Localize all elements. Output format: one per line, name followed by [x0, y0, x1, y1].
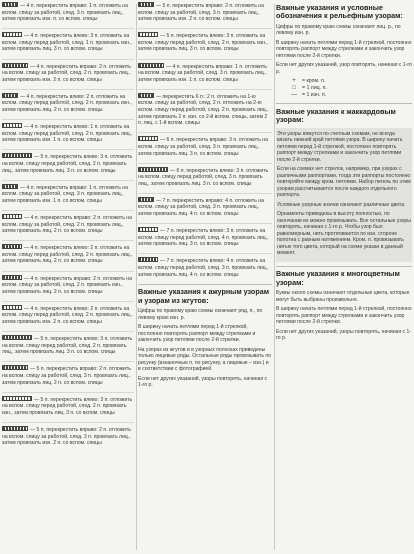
- cable-symbol-icon: [138, 93, 154, 98]
- legend-label: = 1 изн. п.: [302, 92, 327, 99]
- cable-symbol-icon: [2, 2, 18, 7]
- cable-symbol-entry: [138, 59, 272, 84]
- cable-symbol-description: — 5 п. перекрестить вправо: 2 п. отложить на вспом. спицу за работой, след. 3 п. провязать лиц., затем провязать изн. 2 п. со вспом. спицы: [138, 3, 264, 23]
- cable-symbol-description: — 4 п. перекрестить влево: 2 п. отложить на вспом. спицу перед работой, след. 2 п. провязать изн., затем провязать лиц. 2 п. со вспом. спицы: [2, 93, 132, 114]
- cable-symbol-icon: [138, 167, 168, 172]
- jacquard-instructions-box: [276, 128, 412, 262]
- cable-symbol-description: — 4 п. перекрестить влево: 2 п. отложить на вспом. спицу перед работой, след. 2 п. провязать лиц., затем провязать лиц. 2 п. со вспом. спицы: [2, 245, 133, 265]
- cable-symbol-icon: [2, 305, 22, 310]
- cable-symbol-icon: [138, 197, 154, 202]
- cable-symbol-entry: [2, 89, 134, 114]
- cable-symbol-icon: [2, 244, 22, 249]
- section-divider: [276, 103, 412, 104]
- cable-symbols-column-1: [2, 0, 134, 554]
- cable-symbol-icon: [2, 426, 28, 431]
- cable-symbol-icon: [2, 123, 22, 128]
- cable-symbol-description: — 5 п. перекрестить влево: 3 п. отложить на вспом. спицу перед работой, след. 2 п. провязать лиц., затем провязать лиц. 3 п. со вспом. спицы: [2, 154, 133, 174]
- cable-symbol-description: — 4 п. перекрестить вправо: 1 п. отложить на вспом. спицу за работой, след. 3 п. провязать лиц., затем провязать изн. п. со вспом. спицы: [2, 3, 128, 23]
- legend-label: = 1 лиц. п.: [302, 85, 327, 92]
- cable-symbol-icon: [2, 214, 22, 219]
- jacquard-paragraph: Орнаменты приведены в высоту полностью, по окончании их можно провязывать. Все остальные узоры повторять, начиная с 1-го р. Чтобы узор был равномерным, нить протягивается по изн. стороне полотна с равным натяжением. Кром. п. провязывать нитью того цвета, который на схеме указан в данный момент.: [277, 211, 411, 257]
- square-icon: □: [292, 85, 296, 92]
- cable-symbol-description: — 4 п. перекрестить вправо: 1 п. отложить на вспом. спицу за работой, след. 3 п. провязать лиц., затем провязать изн. 1 п. со вспом. спицы: [138, 63, 267, 83]
- cable-symbol-entry: [2, 301, 134, 326]
- cable-symbol-entry: [138, 253, 272, 278]
- cable-symbol-description: — 4 п. перекрестить влево: 3 п. отложить на вспом. спицу перед работой, след. 1 п. провязать изн., затем провязать лиц. 3 п. со вспом. спицы: [2, 33, 132, 53]
- multicolor-paragraph: В ширину начать петлями перед 1-й стрелкой, постоянно повторять раппорт между стрелками и закончить узор петлями после 2-й стрелки.: [276, 306, 412, 326]
- cable-symbol-description: — 6 п. перекрестить вправо: 3 п. отложить на вспом. спицу за работой, след. 3 п. провязать лиц., затем провязать лиц. 3 п. со вспом. спицы: [138, 137, 268, 157]
- cable-symbol-entry: [2, 331, 134, 356]
- cable-symbol-description: — 4 п. перекрестить влево: 2 п. отложить на вспом. спицу перед работой, след. 2 п. провязать лиц., затем провязать изн. 2 п. со вспом. спицы: [2, 305, 133, 325]
- lace-instructions-paragraph: В ширину начать петлями перед 1-й стрелкой, постоянно повторять раппорт между стрелками и закончить узор петлями после 2-й стрелки.: [138, 324, 256, 344]
- cable-symbol-icon: [138, 32, 158, 37]
- cable-symbol-icon: [138, 227, 158, 232]
- cable-symbol-description: — 7 п. перекрестить влево: 3 п. отложить на вспом. спицу перед работой, след. 4 п. провязать лиц., затем провязать лиц. 3 п. со вспом. спицы: [138, 228, 269, 248]
- cable-symbol-description: — 5 п. перекрестить влево: 3 п. отложить на вспом. спицу перед работой, след. 2 п. провязать изн., затем провязать лиц. 3 п. со вспом. спицы: [138, 33, 268, 53]
- cable-symbol-description: — 4 п. перекрестить вправо: 2 п. отложить на вспом. спицу за работой, след. 2 п. провязать лиц., затем провязать изн. 2 п. со вспом. спицы: [2, 63, 131, 83]
- cable-symbol-icon: [138, 2, 154, 7]
- section-divider: [138, 284, 272, 285]
- relief-instructions-paragraph: Если нет других указаний, узор повторять, начиная с 1-го р.: [276, 62, 412, 75]
- multicolor-paragraph: Буквы около схемы означают отдельные цвета, которые могут быть выбраны произвольно.: [276, 290, 410, 303]
- cable-symbol-entry: [138, 0, 272, 23]
- cable-symbol-entry: [138, 163, 272, 188]
- cable-symbol-entry: [2, 149, 134, 174]
- section-divider: [276, 266, 412, 267]
- plus-icon: +: [292, 78, 296, 85]
- dash-icon: —: [291, 92, 297, 99]
- cable-symbol-description: — 5 п. перекрестить влево: 3 п. отложить на вспом. спицу перед работой, след. 2 п. провязать лиц., затем провязать лиц. 3 п. со вспом. спицы: [2, 336, 133, 356]
- cable-symbol-description: — 4 п. перекрестить вправо: 2 п. отложить на вспом. спицу за работой, след. 2 п. провязать изн., затем провязать лиц. 2 п. со вспом. спицы: [2, 275, 132, 295]
- jacquard-instructions-title: Важные указания к жаккардовым узорам:: [276, 106, 396, 125]
- cable-symbol-icon: [2, 32, 22, 37]
- cable-symbol-icon: [138, 136, 158, 141]
- lace-instructions-paragraph: Если нет других указаний, узоры повторять, начиная с 1-го р.: [138, 375, 268, 389]
- cable-symbol-entry: [2, 361, 134, 386]
- cable-symbol-entry: [2, 210, 134, 235]
- cable-symbol-description: — 7 п. перекрестить влево: 4 п. отложить на вспом. спицу перед работой, след. 3 п. провязать лиц., затем провязать лиц. 4 п. со вспом. спицы: [138, 258, 269, 278]
- cable-symbol-entry: [138, 28, 272, 53]
- cable-symbol-description: — 6 п. перекрестить влево: 3 п. отложить на вспом. спицу перед работой, след. 3 п. провязать лиц., затем провязать лиц. 3 п. со вспом. спицы: [138, 167, 269, 187]
- cable-symbol-entry: [2, 392, 134, 417]
- cable-symbol-icon: [2, 335, 32, 340]
- cable-symbol-entry: [2, 0, 134, 23]
- cable-symbol-entry: [2, 240, 134, 265]
- instructions-column: [276, 0, 412, 554]
- relief-instructions-title: Важные указания и условные обозначения к рельефным узорам:: [276, 3, 403, 21]
- column-divider: [274, 4, 275, 550]
- cable-symbol-icon: [2, 275, 22, 280]
- cable-symbol-icon: [2, 365, 28, 370]
- lace-instructions-paragraph: Цифры по правому краю схемы означают ряд, п., по левому краю изн. р.: [138, 308, 263, 321]
- cable-symbol-description: — 7 п. перекрестить вправо: 4 п. отложить на вспом. спицу за работой, след. 3 п. провязать лиц., затем провязать лиц. 4 п. со вспом. спицы: [138, 197, 264, 218]
- cable-symbol-description: — 4 п. перекрестить вправо: 2 п. отложить на вспом. спицу за работой, след. 2 п. провязать лиц., затем провязать лиц. 2 п. со вспом. спицы: [2, 214, 132, 235]
- lace-cable-instructions-title: Важные указания к ажурным узорам и узорам из жгутов:: [138, 287, 270, 305]
- legend-purl-stitch: [290, 92, 412, 99]
- multicolor-instructions-title: Важные указания к многоцветным узорам:: [276, 269, 400, 287]
- column-divider: [136, 4, 137, 550]
- relief-instructions-paragraph: Цифры по правому краю схемы означают лиц. р., по левому изн. р.: [276, 23, 401, 37]
- cable-symbol-entry: [2, 422, 134, 447]
- cable-symbol-icon: [2, 153, 32, 158]
- cable-symbol-entry: [138, 223, 272, 248]
- cable-symbol-entry: [2, 119, 134, 144]
- cable-symbol-icon: [2, 396, 32, 401]
- cable-symbol-icon: [138, 63, 164, 68]
- relief-instructions-paragraph: В ширину начать петлями перед 1-й стрелкой, постоянно повторять раппорт между стрелками и закончить узор петлями после 2-й стрелки.: [276, 39, 412, 59]
- jacquard-paragraph: Эти узоры вяжутся по счетным схемам, не всегда вязать нижний край петлями узора. В ширину начать петлями перед 1-й стрелкой, постоянно повторять раппорт между стрелками и закончить узор петлями после 2-й стрелки.: [277, 130, 403, 163]
- multicolor-paragraph: Если нет других указаний, узоры повторять, начиная с 1-го р.: [276, 328, 412, 342]
- cable-symbol-description: — 4 п. перекрестить вправо: 1 п. отложить на вспом. спицу за работой, след. 3 п. провязать лиц., затем провязать изн. 1 п. со вспом. спицы: [2, 184, 128, 204]
- cable-symbol-icon: [2, 63, 28, 68]
- cable-symbol-entry: [2, 271, 134, 296]
- jacquard-paragraph: Если на схемах нет стрелок, например, при узорах с различными раппортами, тогда эти раппорты постоянно повторяйте между кром. петлями. Набор петель по этим узорам рассчитывается после каждого отдельного раппорта.: [277, 166, 411, 199]
- legend-label: = кром. п.: [302, 78, 326, 85]
- cable-symbol-description: — 5 п. перекрестить вправо: 2 п. отложить на вспом. спицу за работой, след. 3 п. провязать лиц., затем провязать лиц. 2 п. со вспом. спицы: [2, 366, 131, 386]
- jacquard-paragraph: Условные узорные значки означают различные цвета.: [277, 201, 406, 208]
- cable-symbol-description: — 4 п. перекрестить влево: 1 п. отложить на вспом. спицу перед работой, след. 2 п. провязать лиц., затем провязать изн. 1 п. со вспом. спицы: [2, 124, 133, 144]
- cable-symbol-icon: [2, 184, 18, 189]
- cable-symbol-entry: [2, 28, 134, 53]
- cable-symbol-entry: [138, 132, 272, 157]
- cable-symbol-description: — 5 п. перекрестить вправо: 2 п. отложить на вспом. спицу за работой, след. 3 п. провязать лиц., затем провязать изн. 2 п. со вспом. спицы: [2, 426, 131, 447]
- legend-edge-stitch: [290, 78, 412, 85]
- cable-symbol-icon: [2, 93, 18, 98]
- cable-symbol-description: — перекрестить 6 п.: 2 п. отложить на 1-ю вспом. спицу за работой, след. 2 п. отложить на 2-ю вспом. спицу перед работой, след. 2 п. провязать лиц., затем провязать 2 п. изн. со 2-й вспом. спицы, затем 2 п. лиц. с 1-й вспом. спицы: [138, 93, 269, 127]
- cable-symbols-column-2: [138, 0, 272, 554]
- cable-symbol-description: — 5 п. перекрестить влево: 3 п. отложить на вспом. спицу перед работой, след. 2 п. провязать изн., затем провязать лиц. 3 п. со вспом. спицы: [2, 396, 133, 416]
- cable-symbol-entry: [2, 180, 134, 205]
- cable-symbol-entry: [2, 59, 134, 84]
- cable-symbol-entry: [138, 89, 272, 127]
- legend-knit-stitch: [290, 85, 412, 92]
- cable-symbol-entry: [138, 193, 272, 218]
- cable-symbol-icon: [138, 257, 158, 262]
- lace-instructions-paragraph: На узорах из жгутов и в узорных полосках приведены только лицевые ряды. Остальные ряды провязывать по рисунку (изнаночные п. по рисунку, а лицевые – изн.) и в соответствии с фотографией.: [138, 346, 272, 373]
